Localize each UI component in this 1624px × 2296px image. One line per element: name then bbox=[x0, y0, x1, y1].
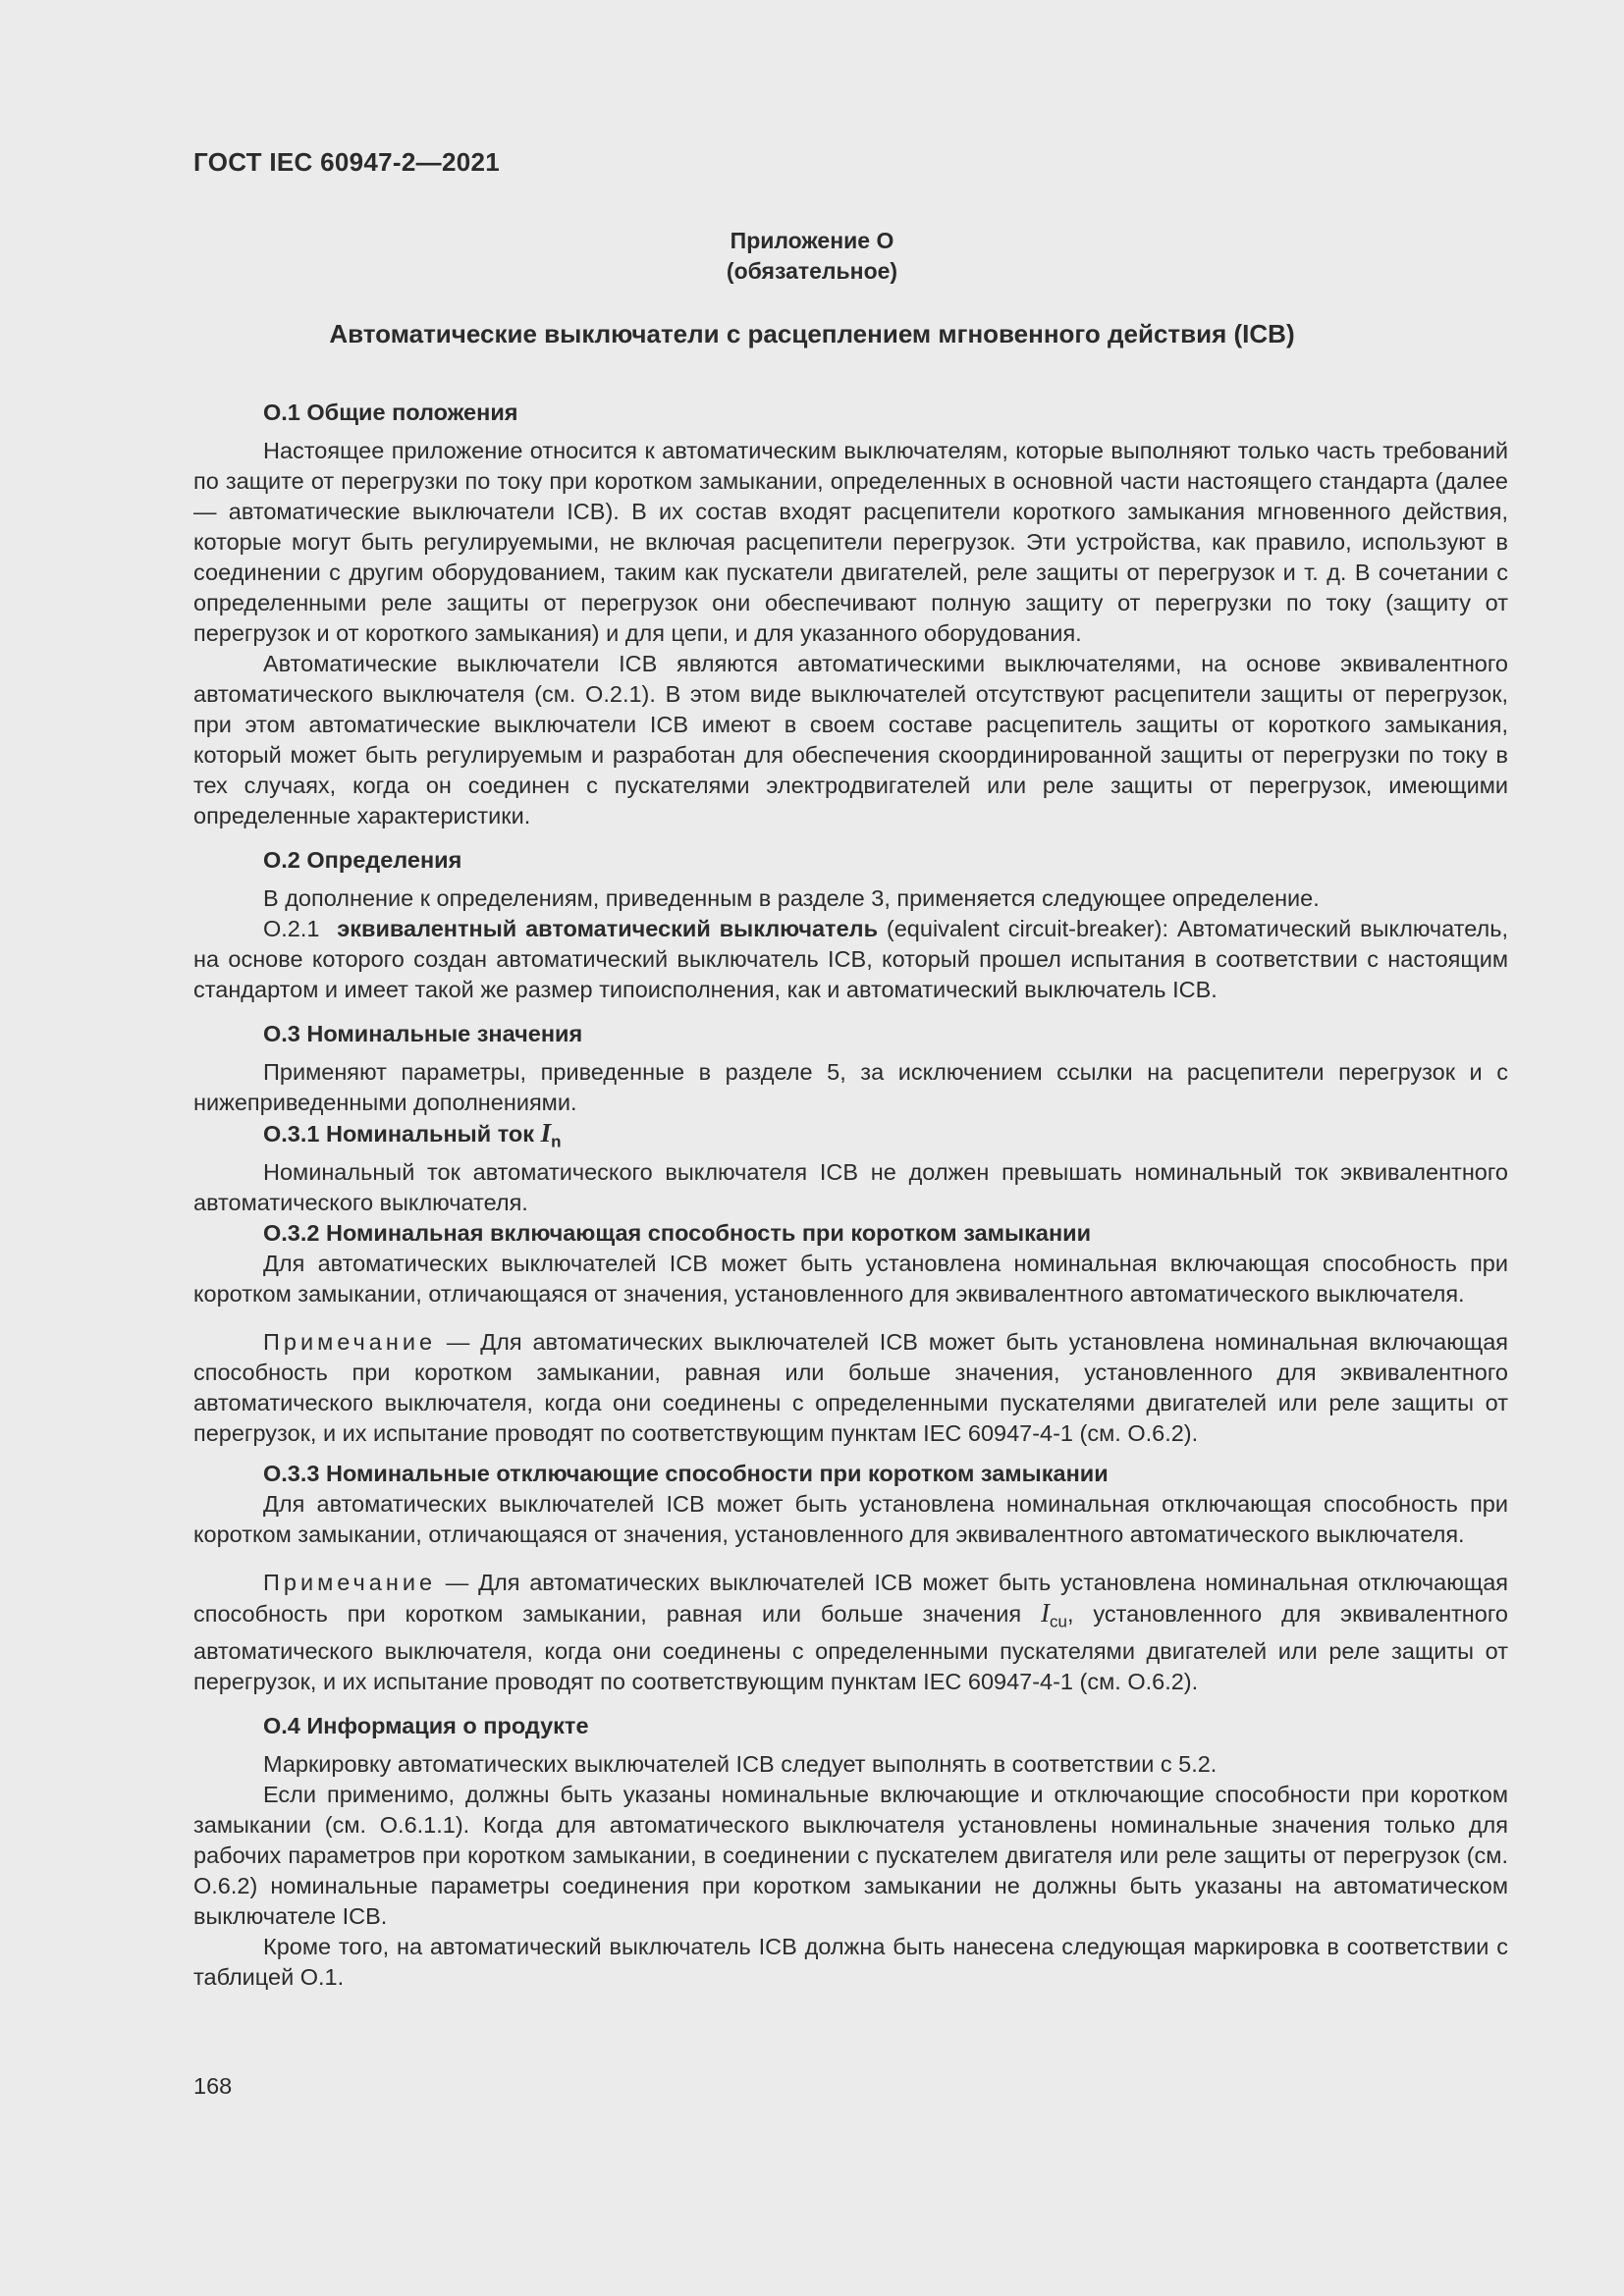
paragraph: Для автоматических выключателей ICB может быть установлена номинальная включающая способность при коротком замыкании, отличающаяся от значения, установленного для эквивалентного автоматического выключателя. bbox=[193, 1250, 1508, 1307]
section-heading-ratings: О.3 Номинальные значения bbox=[263, 1021, 583, 1046]
section-heading-definitions: О.2 Определения bbox=[263, 847, 462, 873]
page-number: 168 bbox=[193, 2073, 233, 2099]
paragraph: В дополнение к определениям, приведенным в разделе 3, применяется следующее определение. bbox=[263, 885, 1320, 911]
standard-designation: ГОСТ IEC 60947-2—2021 bbox=[193, 147, 500, 177]
note-paragraph bbox=[193, 1568, 1508, 1698]
annex-title: Автоматические выключатели с расцеплением мгновенного действия (ICB) bbox=[329, 319, 1295, 348]
paragraph: Автоматические выключатели ICB являются автоматическими выключателями, на основе эквивалентного автоматического выключателя (см. О.2.1). В этом виде выключателей отсутствуют расцепители защиты от перегрузок, при этом автоматические выключатели ICB имеют в своем составе расцепитель защиты от короткого замыкания, который может быть регулируемым и разработан для обеспечения скоординированной защиты от перегрузки по току в тех случаях, когда он соединен с пускателями электродвигателей или реле защиты от перегрузок, имеющими определенные характеристики. bbox=[193, 651, 1508, 828]
symbol-subscript: n bbox=[551, 1132, 562, 1151]
symbol-subscript: cu bbox=[1050, 1612, 1067, 1631]
note-text: — Для автоматических выключателей ICB может быть установлена номинальная включающая способность при коротком замыкании, равная или больше значения, установленного для эквивалентного автоматического выключателя, когда они соединены с определенными пускателями двигателей или реле защиты от перегрузок, и их испытание проводят по соответствующим пунктам IEC 60947-4-1 (см. О.6.2). bbox=[193, 1328, 1508, 1446]
note-paragraph bbox=[193, 1327, 1508, 1449]
definition-paragraph bbox=[193, 914, 1508, 1005]
annex-status: (обязательное) bbox=[726, 258, 898, 284]
annex-label: Приложение О bbox=[730, 228, 894, 253]
definition-number: О.2.1 bbox=[263, 916, 320, 941]
paragraph: Если применимо, должны быть указаны номинальные включающие и отключающие способности при коротком замыкании (см. О.6.1.1). Когда для автоматического выключателя установлены номинальные значения только для рабочих параметров при коротком замыкании, в соединении с пускателем двигателя или реле защиты от перегрузок (см. О.6.2) номинальные параметры соединения при коротком замыкании не должны быть указаны на автоматическом выключателе ICB. bbox=[193, 1782, 1508, 1930]
symbol-current: I bbox=[540, 1118, 552, 1148]
note-text: , установленного для эквивалентного автоматического выключателя, когда они соединены с определенными пускателями двигателей или реле защиты от перегрузок, и их испытание проводят по соответствующим пунктам IEC 60947-4-1 (см. О.6.2). bbox=[193, 1600, 1508, 1695]
note-text: — Для автоматических выключателей ICB может быть установлена номинальная отключающая способность при коротком замыкании, равная или больше значения bbox=[193, 1569, 1508, 1627]
note-label: Примечание bbox=[263, 1328, 437, 1355]
annex-body bbox=[193, 398, 1508, 1993]
paragraph: Кроме того, на автоматический выключатель ICB должна быть нанесена следующая маркировка в соответствии с таблицей О.1. bbox=[193, 1934, 1508, 1991]
paragraph: Применяют параметры, приведенные в разделе 5, за исключением ссылки на расцепители перегрузок и с нижеприведенными дополнениями. bbox=[193, 1059, 1508, 1115]
paragraph: Настоящее приложение относится к автоматическим выключателям, которые выполняют только часть требований по защите от перегрузки по току при коротком замыкании, определенных в основной части настоящего стандарта (далее — автоматические выключатели ICB). В их состав входят расцепители короткого замыкания мгновенного действия, которые могут быть регулируемыми, не включая расцепители перегрузок. Эти устройства, как правило, используют в соединении с другим оборудованием, таким как пускатели двигателей, реле защиты от перегрузок и т. д. В сочетании с определенными реле защиты от перегрузок они обеспечивают полную защиту от перегрузки по току (защиту от перегрузок и от короткого замыкания) и для цепи, и для указанного оборудования. bbox=[193, 438, 1508, 646]
section-heading-general: О.1 Общие положения bbox=[263, 400, 518, 425]
definition-term: эквивалентный автоматический выключатель bbox=[337, 916, 879, 941]
definition-text: (equivalent circuit-breaker): Автоматический выключатель, на основе которого создан автоматический выключатель ICB, который прошел испытания в соответствии с настоящим стандартом и имеет такой же размер типоисполнения, как и автоматический выключатель ICB. bbox=[193, 916, 1508, 1002]
subsection-heading-rated-current bbox=[193, 1118, 1508, 1157]
subsection-heading-text: О.3.1 Номинальный ток bbox=[263, 1121, 541, 1147]
note-label: Примечание bbox=[263, 1569, 437, 1595]
paragraph: Номинальный ток автоматического выключателя ICB не должен превышать номинальный ток эквивалентного автоматического выключателя. bbox=[193, 1158, 1508, 1215]
subsection-heading-making-capacity: О.3.2 Номинальная включающая способность при коротком замыкании bbox=[263, 1219, 1092, 1246]
subsection-heading-breaking-capacity: О.3.3 Номинальные отключающие способности при коротком замыкании bbox=[263, 1460, 1109, 1486]
paragraph: Маркировку автоматических выключателей ICB следует выполнять в соответствии с 5.2. bbox=[263, 1751, 1218, 1778]
symbol-current: I bbox=[1041, 1597, 1051, 1628]
section-heading-product-information: О.4 Информация о продукте bbox=[263, 1713, 589, 1739]
paragraph: Для автоматических выключателей ICB может быть установлена номинальная отключающая способность при коротком замыкании, отличающаяся от значения, установленного для эквивалентного автоматического выключателя. bbox=[193, 1490, 1508, 1547]
annex-heading bbox=[193, 226, 1431, 287]
